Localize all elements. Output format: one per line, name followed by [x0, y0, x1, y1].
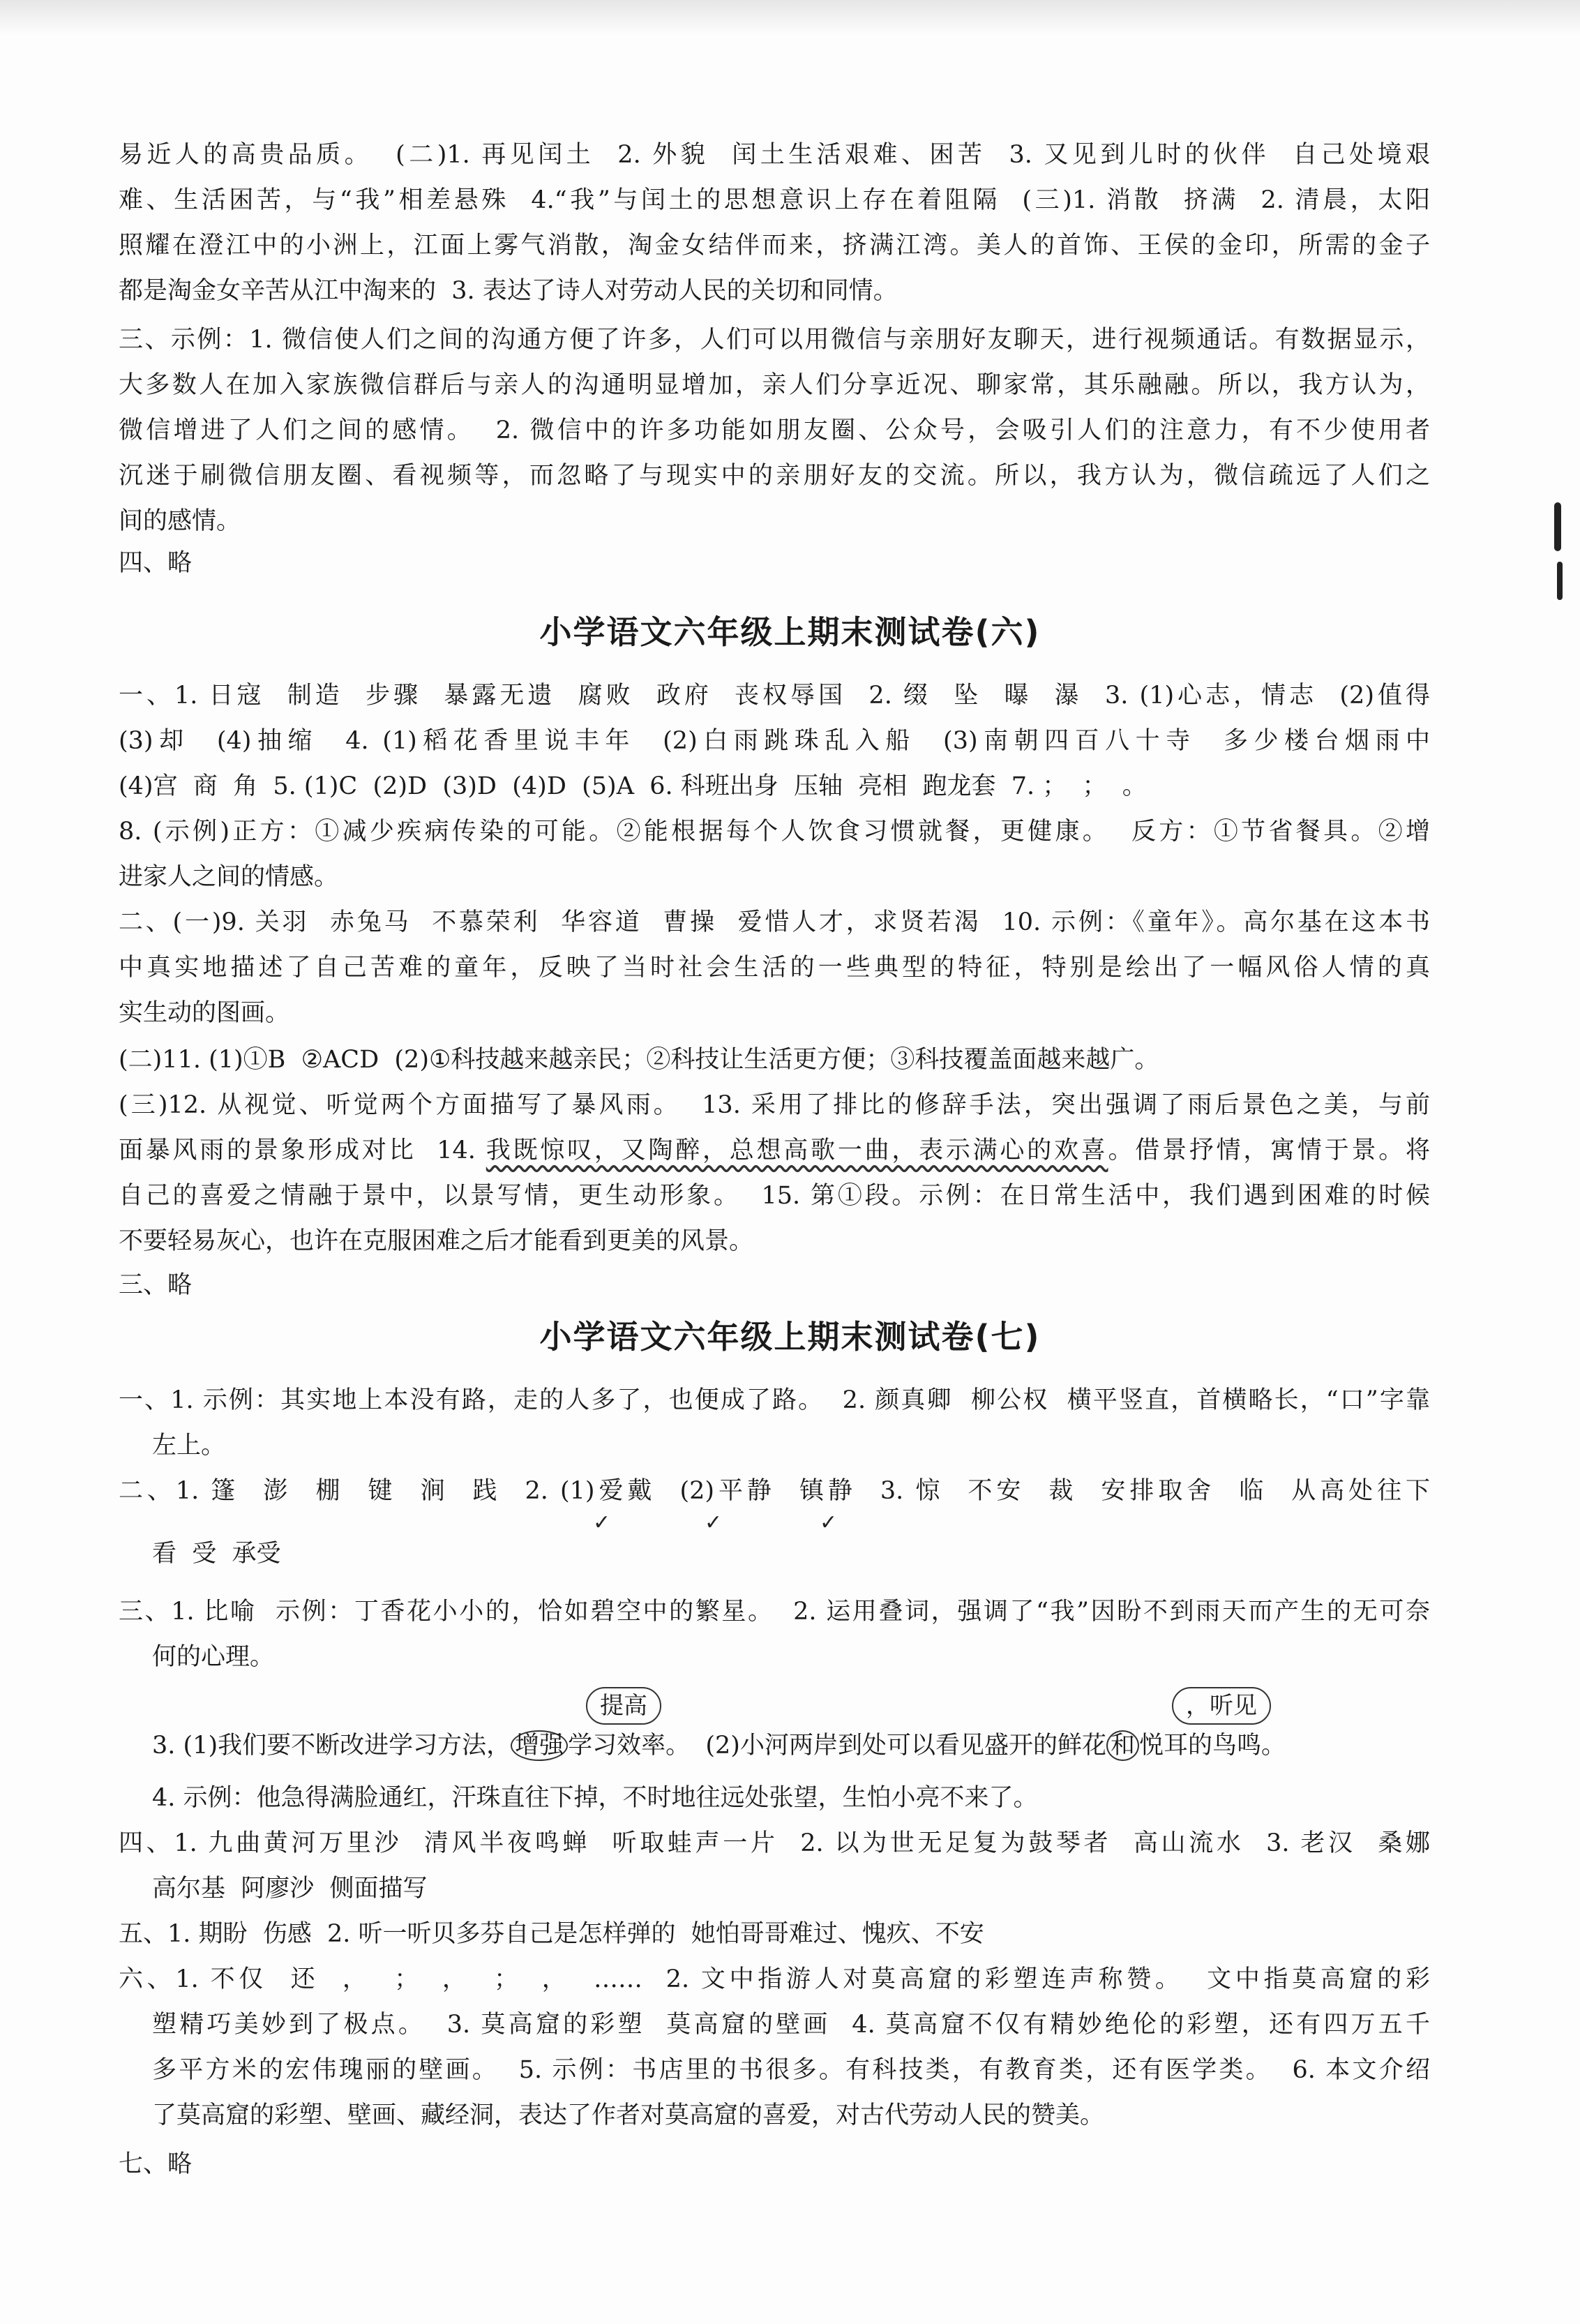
- text-line: 二、1. 篷 澎 棚 键 涧 践 2. (1)爱戴 (2)平静 镇静 3. 惊 不安 裁 安排取舍 临 从高处往下: [119, 1477, 1430, 1505]
- text-line: 微信增进了人们之间的感情。 2. 微信中的许多功能如朋友圈、公众号，会吸引人们的注意力，有不少使用者: [119, 417, 1430, 444]
- text-line: 塑精巧美妙到了极点。 3. 莫高窟的彩塑 莫高窟的壁画 4. 莫高窟不仅有精妙绝伦的彩塑，还有四万五千: [152, 2011, 1430, 2039]
- text-run: 3. (1)我们要不断改进学习方法，: [152, 1732, 511, 1760]
- correction-bubble: 提高: [586, 1687, 661, 1725]
- text-line: 了莫高窟的彩塑、壁画、藏经洞，表达了作者对莫高窟的喜爱，对古代劳动人民的赞美。: [152, 2101, 1105, 2129]
- text-line: 自己的喜爱之情融于景中，以景写情，更生动形象。 15. 第①段。示例：在日常生活中，我们遇到困难的时候: [119, 1182, 1430, 1210]
- text-line: 高尔基 阿廖沙 侧面描写: [152, 1875, 428, 1903]
- check-mark: ✓: [820, 1510, 838, 1535]
- text-run: 悦耳的鸟鸣。: [1138, 1732, 1286, 1760]
- text-line: 沉迷于刷微信朋友圈、看视频等，而忽略了与现实中的亲朋好友的交流。所以，我方认为，微信疏远了人们之: [119, 462, 1430, 490]
- text-line: [119, 1128, 1430, 1174]
- text-line: 不要轻易灰心，也许在克服困难之后才能看到更美的风景。: [119, 1227, 754, 1255]
- section-heading: 四、略: [119, 549, 193, 577]
- text-line: 看 受 承受: [152, 1540, 281, 1568]
- text-line: (3)却 (4)抽缩 4. (1)稻花香里说丰年 (2)白雨跳珠乱入船 (3)南朝四百八十寺 多少楼台烟雨中: [119, 727, 1430, 755]
- text-line: 实生动的图画。: [119, 999, 290, 1027]
- binding-edge-mark: [1554, 502, 1561, 551]
- text-line: 三、示例：1. 微信使人们之间的沟通方便了许多，人们可以用微信与亲朋好友聊天，进行视频通话。有数据显示，: [119, 326, 1430, 354]
- text-run: 面暴风雨的景象形成对比 14.: [119, 1137, 486, 1164]
- text-line: 何的心理。: [152, 1643, 275, 1671]
- binding-edge-mark: [1557, 562, 1563, 600]
- text-line: 进家人之间的情感。: [119, 863, 339, 891]
- text-line: [152, 1723, 1430, 1769]
- text-line: 大多数人在加入家族微信群后与亲人的沟通明显增加，亲人们分享近况、聊家常，其乐融融。所以，我方认为，: [119, 371, 1430, 399]
- text-line: 一、1. 日寇 制造 步骤 暴露无遗 腐败 政府 丧权辱国 2. 缀 坠 曝 瀑 3. (1)心志，情志 (2)值得: [119, 682, 1430, 710]
- check-mark: ✓: [705, 1510, 723, 1535]
- circled-word: 增强: [511, 1730, 568, 1761]
- text-line: 间的感情。: [119, 507, 241, 535]
- text-line: 左上。: [152, 1432, 226, 1460]
- text-line: (二)11. (1)①B ②ACD (2)①科技越来越亲民；②科技让生活更方便；③科技覆盖面越来越广。: [119, 1046, 1159, 1074]
- text-line: 4. 示例：他急得满脸通红，汗珠直往下掉，不时地往远处张望，生怕小亮不来了。: [152, 1784, 1038, 1812]
- text-line: 三、1. 比喻 示例：丁香花小小的，恰如碧空中的繁星。 2. 运用叠词，强调了“我”因盼不到雨天而产生的无可奈: [119, 1598, 1430, 1626]
- text-line: 多平方米的宏伟瑰丽的壁画。 5. 示例：书店里的书很多。有科技类，有教育类，还有医学类。 6. 本文介绍: [152, 2056, 1430, 2084]
- check-mark: ✓: [593, 1510, 611, 1535]
- section-heading: 七、略: [119, 2150, 193, 2178]
- exam-title: 小学语文六年级上期末测试卷(六): [539, 613, 1041, 651]
- text-line: 中真实地描述了自己苦难的童年，反映了当时社会生活的一些典型的特征，特别是绘出了一幅风俗人情的真: [119, 954, 1430, 982]
- correction-bubble: ，听见: [1172, 1687, 1271, 1725]
- text-line: 六、1. 不仅 还 ， ； ， ； ， …… 2. 文中指游人对莫高窟的彩塑连声称赞。 文中指莫高窟的彩: [119, 1965, 1430, 1993]
- text-line: (三)12. 从视觉、听觉两个方面描写了暴风雨。 13. 采用了排比的修辞手法，突出强调了雨后景色之美，与前: [119, 1091, 1430, 1119]
- circled-word: 和: [1106, 1730, 1139, 1761]
- text-line: 都是淘金女辛苦从江中淘来的 3. 表达了诗人对劳动人民的关切和同情。: [119, 277, 898, 305]
- scan-top-shadow: [0, 0, 1580, 35]
- text-line: 五、1. 期盼 伤感 2. 听一听贝多芬自己是怎样弹的 她怕哥哥难过、愧疚、不安: [119, 1920, 984, 1948]
- text-line: 易近人的高贵品质。 (二)1. 再见闰土 2. 外貌 闰土生活艰难、困苦 3. 又见到儿时的伙伴 自己处境艰: [119, 141, 1430, 169]
- section-heading: 三、略: [119, 1271, 193, 1299]
- wavy-underlined-answer: 我既惊叹，又陶醉，总想高歌一曲，表示满心的欢喜: [486, 1137, 1108, 1164]
- text-line: (4)宫 商 角 5. (1)C (2)D (3)D (4)D (5)A 6. 科班出身 压轴 亮相 跑龙套 7. ； ； 。: [119, 772, 1147, 800]
- text-line: 一、1. 示例：其实地上本没有路，走的人多了，也便成了路。 2. 颜真卿 柳公权 横平竖直，首横略长，“口”字靠: [119, 1386, 1430, 1414]
- text-line: 二、(一)9. 关羽 赤兔马 不慕荣利 华容道 曹操 爱惜人才，求贤若渴 10. 示例：《童年》。高尔基在这本书: [119, 908, 1430, 936]
- text-line: 8. (示例)正方：①减少疾病传染的可能。②能根据每个人饮食习惯就餐，更健康。 反方：①节省餐具。②增: [119, 818, 1430, 846]
- exam-title: 小学语文六年级上期末测试卷(七): [539, 1318, 1041, 1356]
- text-line: 难、生活困苦，与“我”相差悬殊 4.“我”与闰土的思想意识上存在着阻隔 (三)1. 消散 挤满 2. 清晨，太阳: [119, 186, 1430, 214]
- text-line: 照耀在澄江中的小洲上，江面上雾气消散，淘金女结伴而来，挤满江湾。美人的首饰、王侯的金印，所需的金子: [119, 232, 1430, 260]
- text-line: 四、1. 九曲黄河万里沙 清风半夜鸣蝉 听取蛙声一片 2. 以为世无足复为鼓琴者 高山流水 3. 老汉 桑娜: [119, 1829, 1430, 1857]
- text-run: 。借景抒情，寓情于景。将: [1108, 1137, 1430, 1164]
- text-run: 学习效率。 (2)小河两岸到处可以看见盛开的鲜花: [568, 1732, 1106, 1760]
